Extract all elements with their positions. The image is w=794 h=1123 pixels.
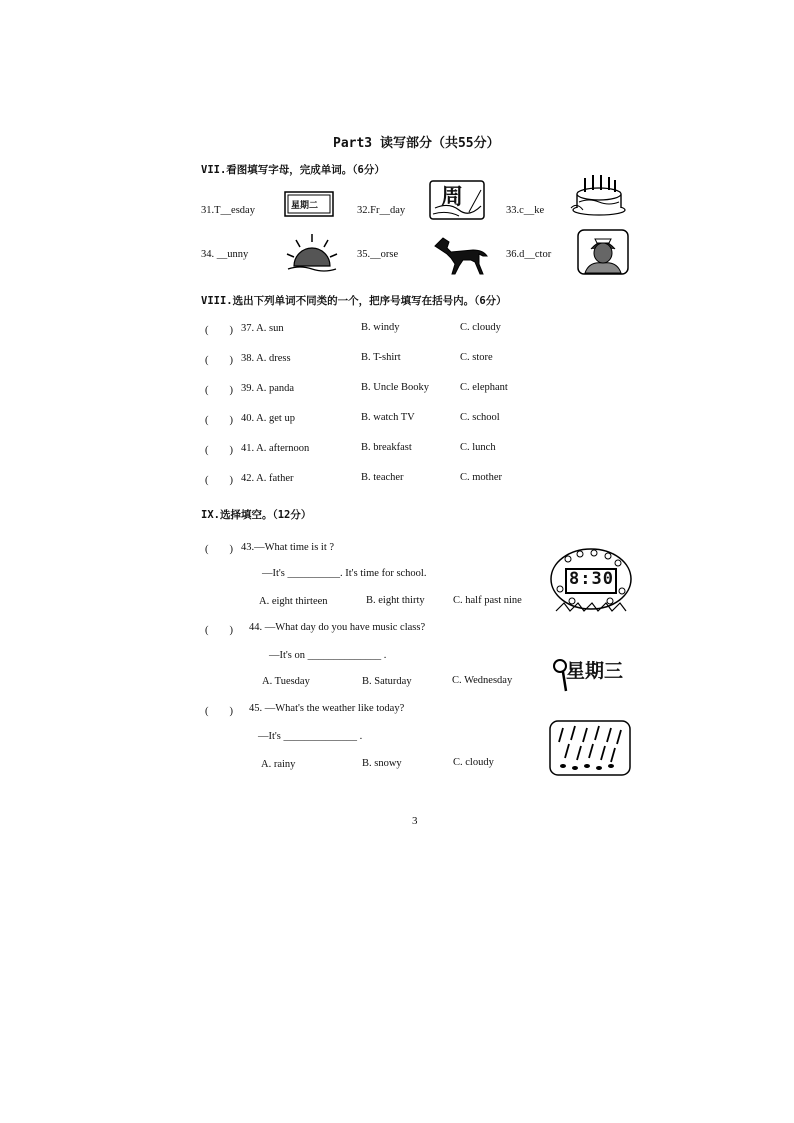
answer-paren-38[interactable]: ( )	[205, 355, 233, 366]
q40-option-b: B. watch TV	[361, 412, 415, 423]
q37-option-b: B. windy	[361, 322, 400, 333]
q43-option-a: A. eight thirteen	[259, 596, 328, 607]
tuesday-card-label: 星期二	[291, 201, 319, 211]
item-34-text: 34. __unny	[201, 249, 249, 260]
item-36-text: 36.d__ctor	[506, 249, 552, 260]
doctor-image	[577, 229, 629, 275]
item-32-text: 32.Fr__day	[357, 205, 406, 216]
q41-option-b: B. breakfast	[361, 442, 412, 453]
q42-option-c: C. mother	[460, 472, 502, 483]
q38-option-c: C. store	[460, 352, 493, 363]
answer-paren-42[interactable]: ( )	[205, 475, 233, 486]
section-7-heading: VII.看图填写字母，完成单词。（6分）	[201, 164, 385, 176]
q45-answer-line: —It's ______________ .	[258, 731, 363, 742]
answer-paren-40[interactable]: ( )	[205, 415, 233, 426]
answer-paren-41[interactable]: ( )	[205, 445, 233, 456]
q42-option-a: 42. A. father	[241, 473, 294, 484]
q42-option-b: B. teacher	[361, 472, 404, 483]
q43-option-b: B. eight thirty	[366, 595, 425, 606]
q45-question: 45. —What's the weather like today?	[249, 703, 405, 714]
page-number: 3	[412, 815, 418, 827]
page-title: Part3 读写部分（共55分）	[333, 136, 500, 151]
section-8-heading: VIII.选出下列单词不同类的一个，把序号填写在括号内。（6分）	[201, 295, 507, 307]
q37-option-c: C. cloudy	[460, 322, 501, 333]
section-9-heading: IX.选择填空。（12分）	[201, 509, 312, 521]
q38-option-a: 38. A. dress	[241, 353, 291, 364]
sun-image	[286, 232, 338, 272]
q41-option-c: C. lunch	[460, 442, 496, 453]
item-33-text: 33.c__ke	[506, 205, 545, 216]
q45-option-c: C. cloudy	[453, 757, 494, 768]
q45-option-b: B. snowy	[362, 758, 402, 769]
q39-option-a: 39. A. panda	[241, 383, 295, 394]
rain-image	[549, 720, 631, 776]
q37-option-a: 37. A. sun	[241, 323, 284, 334]
q45-option-a: A. rainy	[261, 759, 296, 770]
q43-answer-line: —It's __________. It's time for school.	[262, 568, 427, 579]
q39-option-b: B. Uncle Booky	[361, 382, 429, 393]
q38-option-b: B. T-shirt	[361, 352, 401, 363]
q40-option-c: C. school	[460, 412, 500, 423]
friday-picture-label: 周	[441, 185, 464, 210]
answer-paren-37[interactable]: ( )	[205, 325, 233, 336]
cake-image	[569, 172, 629, 216]
q44-option-c: C. Wednesday	[452, 675, 513, 686]
clock-time-label: 8:30	[569, 569, 614, 589]
q43-question: 43.—What time is it ?	[241, 542, 335, 553]
q39-option-c: C. elephant	[460, 382, 508, 393]
q43-option-c: C. half past nine	[453, 595, 522, 606]
answer-paren-44[interactable]: ( )	[205, 625, 233, 636]
answer-paren-43[interactable]: ( )	[205, 544, 233, 555]
q44-option-b: B. Saturday	[362, 676, 412, 687]
q41-option-a: 41. A. afternoon	[241, 443, 310, 454]
q44-option-a: A. Tuesday	[262, 676, 310, 687]
answer-paren-39[interactable]: ( )	[205, 385, 233, 396]
q44-answer-line: —It's on ______________ .	[269, 650, 387, 661]
answer-paren-45[interactable]: ( )	[205, 706, 233, 717]
item-35-text: 35.__orse	[357, 249, 399, 260]
item-31-text: 31.T__esday	[201, 205, 255, 216]
wednesday-label: 星期三	[566, 660, 624, 682]
q44-question: 44. —What day do you have music class?	[249, 622, 426, 633]
horse-image	[429, 232, 491, 276]
q40-option-a: 40. A. get up	[241, 413, 295, 424]
